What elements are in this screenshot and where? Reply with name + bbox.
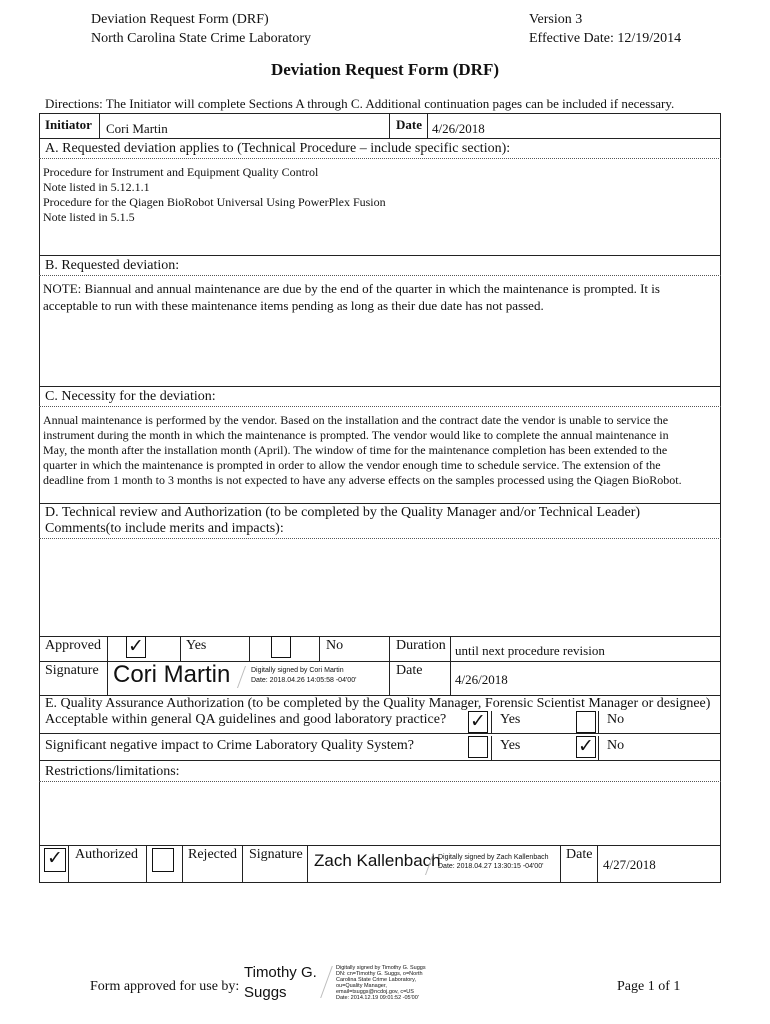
section-d-signature-name[interactable]: Cori Martin	[113, 661, 231, 688]
qa-q1-yes-label: Yes	[500, 712, 521, 727]
footer-digital-signature-line: ou=Quality Manager,	[336, 983, 387, 989]
section-d-date-label: Date	[396, 663, 423, 678]
section-c-line[interactable]: quarter in which the maintenance is prompted in order to allow the vendor enough time to schedule service. The extension of the	[43, 458, 661, 472]
section-d-digital-signed: Digitally signed by Cori Martin	[251, 667, 344, 674]
approved-no-label: No	[326, 638, 344, 653]
rejected-label: Rejected	[188, 847, 237, 862]
initiator-label: Initiator	[45, 117, 92, 132]
section-e-date-label: Date	[566, 847, 593, 862]
approved-label: Approved	[45, 638, 101, 653]
header-effective-date: Effective Date: 12/19/2014	[529, 31, 682, 46]
section-e-signature-label: Signature	[249, 847, 303, 862]
section-a-line[interactable]: Note listed in 5.1.5	[43, 210, 135, 224]
footer-digital-signature-line: DN: cn=Timothy G. Suggs, o=North	[336, 971, 423, 977]
section-d-signature-label: Signature	[45, 663, 99, 678]
initiator-date-value[interactable]: 4/26/2018	[432, 121, 485, 136]
approved-yes-checkbox[interactable]	[126, 636, 146, 658]
authorized-label: Authorized	[75, 847, 138, 862]
section-b-heading: B. Requested deviation:	[45, 258, 180, 273]
section-c-line[interactable]: Annual maintenance is performed by the vendor. Based on the installation and the contract date the vendor is unable to service the	[43, 413, 669, 427]
page-title: Deviation Request Form (DRF)	[270, 60, 500, 79]
qa-q2-yes-label: Yes	[500, 738, 521, 753]
section-c-line[interactable]: instrument during the month in which the maintenance is prompted. The vendor would like to complete the annual maintenance in	[43, 428, 669, 442]
qa-q2-no-label: No	[607, 738, 625, 753]
footer-digital-signature-line: Date: 2014.12.19 09:01:52 -05'00'	[336, 995, 419, 1001]
qa-q1-yes-checkbox[interactable]	[468, 711, 488, 733]
qa-q2-no-checkbox[interactable]	[576, 736, 596, 758]
footer-digital-signature-line: Digitally signed by Timothy G. Suggs	[336, 965, 426, 971]
initiator-date-label: Date	[396, 117, 422, 132]
approved-yes-label: Yes	[186, 638, 207, 653]
qa-question-2: Significant negative impact to Crime Laboratory Quality System?	[45, 738, 414, 753]
section-c-line[interactable]: deadline from 1 month to 3 months is not expected to have any adverse effects on the samples processed using the Qiagen BioRobot.	[43, 473, 682, 487]
check-mark-icon: ✓	[47, 847, 63, 869]
section-a-line[interactable]: Procedure for Instrument and Equipment Quality Control	[43, 165, 319, 179]
check-mark-icon: ✓	[128, 635, 144, 657]
section-c-line[interactable]: May, the month after the installation month (April). The window of time for the maintenance completion has been extended to the	[43, 443, 668, 457]
section-e-digital-signed: Digitally signed by Zach Kallenbach	[438, 854, 549, 861]
section-c-heading: C. Necessity for the deviation:	[45, 389, 216, 404]
qa-q2-yes-checkbox[interactable]	[468, 736, 488, 758]
section-a-heading: A. Requested deviation applies to (Technical Procedure – include specific section):	[45, 141, 511, 156]
authorized-checkbox[interactable]	[44, 848, 66, 872]
section-e-heading: E. Quality Assurance Authorization (to be completed by the Quality Manager, Forensic Scientist Manager or designee)	[45, 696, 711, 711]
footer-digital-signature-line: email=tsuggs@ncdoj.gov, c=US	[336, 989, 414, 995]
directions-text: Directions: The Initiator will complete Sections A through C. Additional continuation pages can be included if necessary.	[45, 96, 675, 111]
section-d-heading: D. Technical review and Authorization (to be completed by the Quality Manager and/or Technical Leader)	[45, 505, 641, 520]
qa-q1-no-label: No	[607, 712, 625, 727]
footer-digital-signature-line: Carolina State Crime Laboratory,	[336, 977, 416, 983]
section-e-digital-date: Date: 2018.04.27 13:30:15 -04'00'	[438, 863, 544, 870]
check-mark-icon: ✓	[470, 710, 486, 732]
footer-approver-name: Timothy G.	[244, 964, 317, 981]
header-form-name: Deviation Request Form (DRF)	[91, 12, 269, 27]
page-number: Page 1 of 1	[617, 979, 681, 994]
footer-approved-label: Form approved for use by:	[90, 979, 240, 994]
section-b-line[interactable]: acceptable to run with these maintenance items pending as long as their due date has not passed.	[43, 298, 544, 313]
section-d-date-value[interactable]: 4/26/2018	[455, 672, 508, 687]
duration-value[interactable]: until next procedure revision	[455, 643, 605, 658]
section-e-date-value[interactable]: 4/27/2018	[603, 857, 656, 872]
section-b-line[interactable]: NOTE: Biannual and annual maintenance are due by the end of the quarter in which the maintenance is prompted. It is	[43, 281, 660, 296]
section-d-digital-date: Date: 2018.04.26 14:05:58 -04'00'	[251, 677, 357, 684]
section-a-line[interactable]: Procedure for the Qiagen BioRobot Universal Using PowerPlex Fusion	[43, 195, 386, 209]
section-a-line[interactable]: Note listed in 5.12.1.1	[43, 180, 150, 194]
check-mark-icon: ✓	[578, 735, 594, 757]
header-lab-name: North Carolina State Crime Laboratory	[91, 31, 312, 46]
duration-label: Duration	[396, 638, 446, 653]
section-d-comments-label: Comments(to include merits and impacts):	[45, 521, 284, 536]
footer-approver-name: Suggs	[244, 984, 287, 1001]
qa-question-1: Acceptable within general QA guidelines and good laboratory practice?	[45, 712, 447, 727]
approved-no-checkbox[interactable]	[271, 636, 291, 658]
header-version: Version 3	[529, 12, 583, 27]
initiator-value[interactable]: Cori Martin	[106, 121, 168, 136]
section-e-signature-name[interactable]: Zach Kallenbach	[314, 851, 441, 870]
restrictions-label: Restrictions/limitations:	[45, 764, 180, 779]
qa-q1-no-checkbox[interactable]	[576, 711, 596, 733]
rejected-checkbox[interactable]	[152, 848, 174, 872]
